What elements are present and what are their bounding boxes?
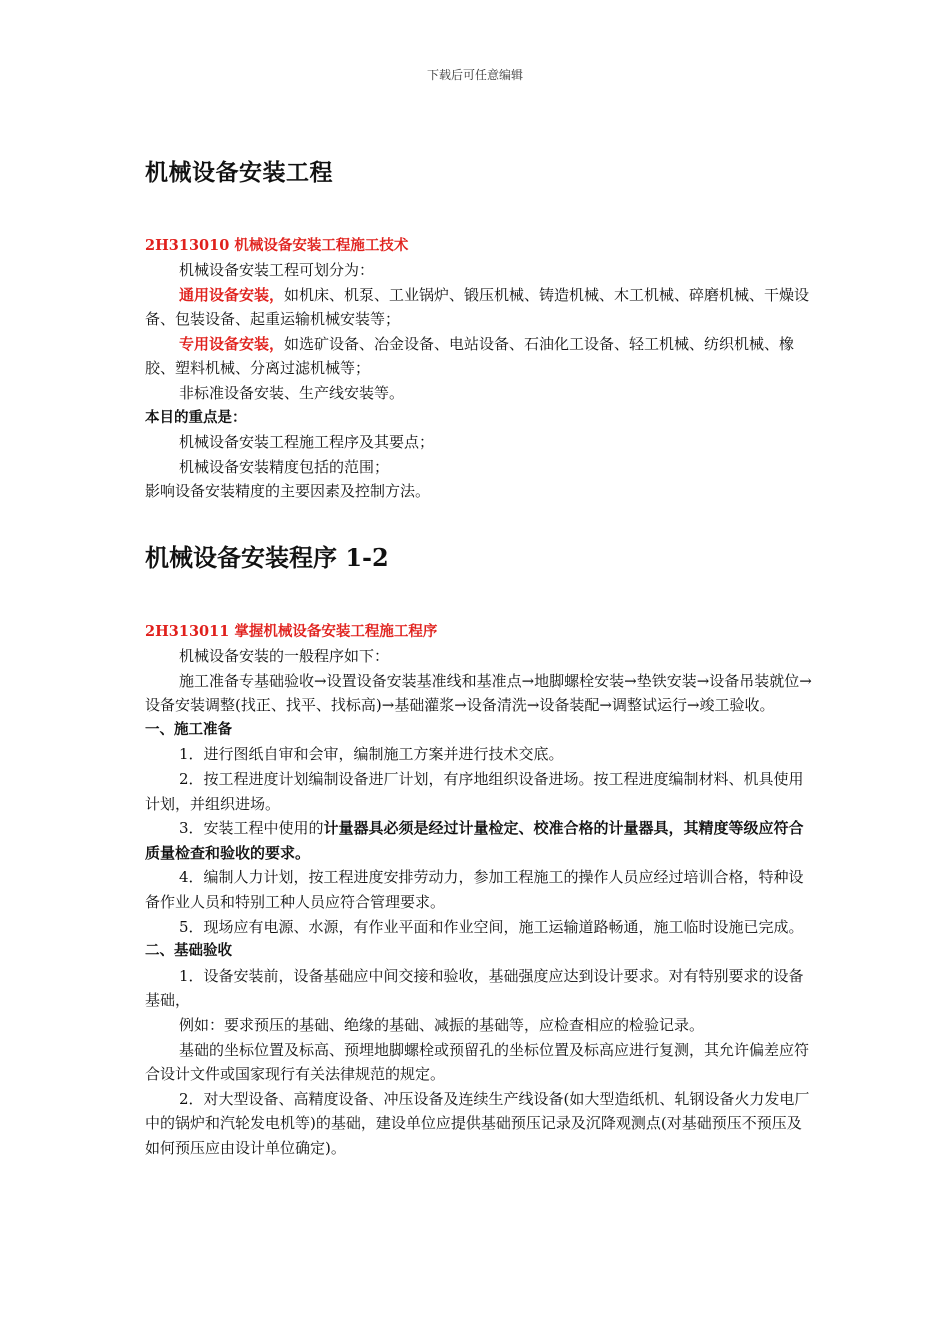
- section-heading: 2H313010 机械设备安装工程施工技术: [145, 237, 409, 254]
- bold-text: 计量器具必须是经过计量检定、校准合格的计量器具，其精度等级应符合质量检查和验收的要求。: [145, 819, 804, 862]
- list-item: 2．对大型设备、高精度设备、冲压设备及连续生产线设备(如大型造纸机、轧钢设备火力发电厂中的锅炉和汽轮发电机等)的基础，建设单位应提供基础预压记录及沉降观测点(对基础预压不预压及如何预压应由设计单位确定)。: [145, 1089, 810, 1157]
- paragraph-example: 例如：要求预压的基础、绝缘的基础、减振的基础等，应检查相应的检验记录。: [179, 1015, 705, 1034]
- page-title: 机械设备安装工程: [145, 160, 333, 186]
- list-item: 1．进行图纸自审和会审，编制施工方案并进行技术交底。: [179, 745, 564, 764]
- paragraph-intro: 机械设备安装的一般程序如下：: [179, 647, 390, 665]
- paragraph-flow: 施工准备专基础验收→设置设备安装基准线和基准点→地脚螺栓安装→垫铁安装→设备吊装就位→设备安装调整(找正、找平、找标高)→基础灌浆→设备清洗→设备装配→调整试运行→竣工验收。: [145, 671, 812, 715]
- focus-item: 影响设备安装精度的主要因素及控制方法。: [145, 482, 431, 501]
- list-item: 1．设备安装前，设备基础应中间交接和验收，基础强度应达到设计要求。对有特别要求的设备基础，: [145, 966, 804, 1010]
- focus-heading: 本目的重点是：: [145, 409, 247, 426]
- paragraph-special-equipment: [145, 332, 813, 381]
- section-block-1: [145, 154, 813, 187]
- highlight-label: 通用设备安装，: [179, 285, 285, 304]
- list-item: 2．按工程进度计划编制设备进厂计划，有序地组织设备进场。按工程进度编制材料、机具使用计划，并组织进场。: [145, 769, 804, 813]
- paragraph-text: 如机床、机泵、工业锅炉、锻压机械、铸造机械、木工机械、碎磨机械、干燥设备、包装设备、起重运输机械安装等；: [145, 285, 810, 329]
- list-item: 5．现场应有电源、水源，有作业平面和作业空间，施工运输道路畅通，施工临时设施已完成。: [179, 917, 804, 936]
- highlight-label: 专用设备安装，: [179, 334, 285, 353]
- subheading-foundation: 二、基础验收: [145, 943, 232, 960]
- paragraph-general-equipment: [145, 283, 813, 332]
- paragraph-text: 3．安装工程中使用的: [179, 819, 324, 838]
- paragraph-text: 如选矿设备、冶金设备、电站设备、石油化工设备、轻工机械、纺织机械、橡胶、塑料机械、分离过滤机械等；: [145, 334, 795, 378]
- header-note: 下载后可任意编辑: [426, 68, 523, 82]
- paragraph-coordinates: 基础的坐标位置及标高、预埋地脚螺栓或预留孔的坐标位置及标高应进行复测，其允许偏差应符合设计文件或国家现行有关法律规范的规定。: [145, 1040, 810, 1084]
- paragraph-intro: 机械设备安装工程可划分为：: [179, 261, 375, 279]
- paragraph-nonstandard: 非标准设备安装、生产线安装等。: [179, 383, 405, 402]
- section-2-body: [145, 620, 813, 1160]
- list-item: [145, 816, 813, 865]
- subheading-preparation: 一、施工准备: [145, 721, 232, 738]
- list-item: 4．编制人力计划，按工程进度安排劳动力，参加工程施工的操作人员应经过培训合格，特种设备作业人员和特别工种人员应符合管理要求。: [145, 868, 804, 911]
- section-1-body: [145, 234, 813, 504]
- section-heading: 2H313011 掌握机械设备安装工程施工程序: [145, 623, 438, 640]
- chapter-title: 机械设备安装程序 1-2: [145, 543, 389, 572]
- focus-item: 机械设备安装工程施工程序及其要点；: [179, 433, 435, 452]
- focus-item: 机械设备安装精度包括的范围；: [179, 457, 390, 476]
- section-block-2: [145, 538, 813, 573]
